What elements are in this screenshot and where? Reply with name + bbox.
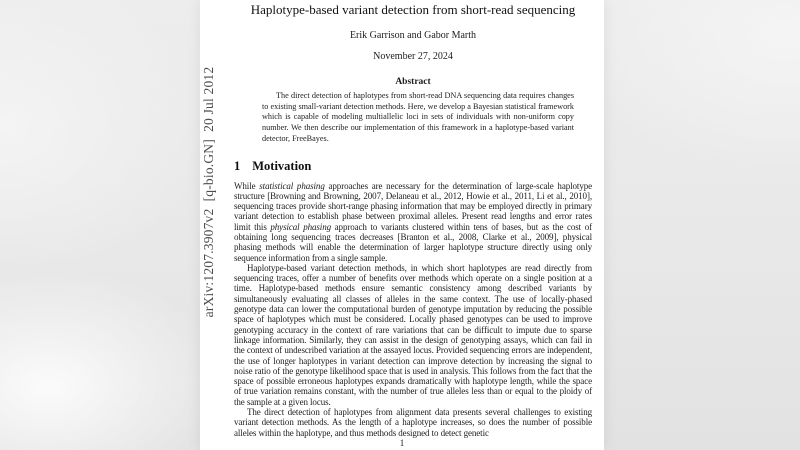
abstract-text: The direct detection of haplotypes from short-read DNA sequencing data requires changes to existing small-variant detection methods. Here, we develop a Bayesian statistical framework which is capable of modeling multiallelic loci in sets of individuals with non-uniform copy number. We then describe our implementation of this framework in a haplotype-based variant detector, FreeBayes. <box>262 91 574 143</box>
paper-authors: Erik Garrison and Gabor Marth <box>349 30 477 41</box>
page-number: 1 <box>399 438 405 448</box>
abstract-heading: Abstract <box>395 77 431 87</box>
body-paragraph: The direct detection of haplotypes from alignment data presents several challenges to existing variant detection methods. As the length of a haplotype increases, so does the number of possible alleles within the haplotype, and thus methods designed to detect genetic <box>234 407 592 438</box>
section-number: 1 <box>234 158 241 173</box>
paper-page <box>200 0 604 450</box>
body-paragraph: Haplotype-based variant detection methods, in which short haplotypes are read directly from sequencing traces, offer a number of benefits over methods which operate on a single position at a time. Haplotype-based methods ensure semantic consistency among described variants by simultaneously evaluating all classes of alleles in the same context. The use of locally-phased genotype data can lower the computational burden of genotype imputation by reducing the possible space of haplotypes which must be considered. Locally phased genotypes can be used to improve genotyping accuracy in the context of rare variations that can be difficult to impute due to sparse linkage information. Similarly, they can assist in the design of genotyping assays, which can fail in the context of undescribed variation at the assayed locus. Provided sequencing errors are independent, the use of longer haplotypes in variant detection can improve detection by increasing the signal to noise ratio of the genotype likelihood space that is used in analysis. This follows from the fact that the space of possible erroneous haplotypes expands dramatically with haplotype length, while the space of true variation remains constant, with the number of true alleles less than or equal to the ploidy of the sample at a given locus. <box>234 262 592 407</box>
section-title: Motivation <box>252 158 312 173</box>
section-body <box>234 181 592 438</box>
page-content <box>234 0 592 438</box>
paper-title: Haplotype-based variant detection from short-read sequencing <box>250 2 576 17</box>
paper-date: November 27, 2024 <box>373 51 453 62</box>
arxiv-watermark: arXiv:1207.3907v2 [q-bio.GN] 20 Jul 2012 <box>201 66 216 318</box>
body-paragraph: While statistical phasing approaches are necessary for the determination of large-scale haplotype structure [Browning and Browning, 2007, Delaneau et al., 2012, Howie et al., 2011, Li et al., 2010], sequencing traces provide short-range phasing information that may be employed directly in primary variant detection to establish phase between proximal alleles. Present read lengths and error rates limit this physical phasing approach to variants clustered within tens of bases, but as the cost of obtaining long sequencing traces decreases [Branton et al., 2008, Clarke et al., 2009], physical phasing methods will enable the determination of larger haplotype structure directly using only sequence information from a single sample. <box>234 180 593 263</box>
section-heading <box>234 159 592 174</box>
